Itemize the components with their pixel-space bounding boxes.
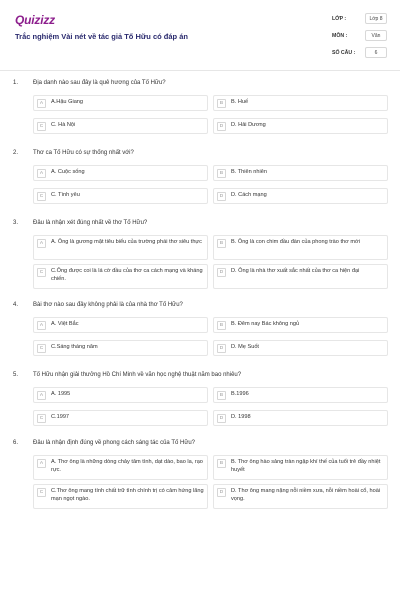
meta-grade	[332, 13, 388, 27]
option-letter: B	[217, 239, 226, 248]
option-text: A. Thơ ông là những dòng chảy tâm tình, dạt dào, bao la, rạo rực.	[51, 459, 203, 473]
option-letter: C	[37, 414, 46, 423]
option-c[interactable]	[33, 410, 208, 426]
question-number: 3.	[13, 220, 19, 226]
option-text: B. Thơ ông hào sảng tràn ngập khí thế của tuổi trẻ đầy nhiệt huyết	[231, 459, 381, 473]
meta-question-count-label: SỐ CÂU :	[332, 50, 356, 56]
option-text: A. Ông là gương mặt tiêu biểu của trường phái thơ siêu thực	[51, 239, 202, 245]
option-a[interactable]	[33, 387, 208, 403]
option-text: D. 1998	[231, 414, 251, 420]
option-b[interactable]	[213, 95, 388, 111]
option-d[interactable]	[213, 264, 388, 289]
question-number: 6.	[13, 440, 19, 446]
option-text: D. Hải Dương	[231, 122, 266, 128]
option-b[interactable]	[213, 165, 388, 181]
option-letter: D	[217, 268, 226, 277]
option-d[interactable]	[213, 484, 388, 509]
option-a[interactable]	[33, 235, 208, 260]
question-number: 2.	[13, 150, 19, 156]
option-letter: B	[217, 391, 226, 400]
meta-subject-label: MÔN :	[332, 33, 348, 39]
question-number: 5.	[13, 372, 19, 378]
question-text: Đâu là nhận xét đúng nhất về thơ Tố Hữu?	[33, 220, 148, 226]
option-letter: C	[37, 192, 46, 201]
option-letter: C	[37, 344, 46, 353]
option-text: D. Cách mạng	[231, 192, 267, 198]
question-number: 4.	[13, 302, 19, 308]
question-text: Tố Hữu nhận giải thưởng Hồ Chí Minh về văn học nghệ thuật năm bao nhiêu?	[33, 372, 242, 378]
option-d[interactable]	[213, 188, 388, 204]
option-text: D. Thơ ông mang nặng nỗi niềm xưa, nỗi niềm hoài cổ, hoài vọng.	[231, 488, 381, 502]
question-number: 1.	[13, 80, 19, 86]
option-letter: D	[217, 488, 226, 497]
worksheet-title: Trắc nghiệm Vài nét về tác giả Tố Hữu có đáp án	[15, 32, 188, 41]
option-text: D. Ông là nhà thơ xuất sắc nhất của thơ ca hiện đại	[231, 268, 360, 274]
option-text: A. 1995	[51, 391, 71, 397]
option-b[interactable]	[213, 455, 388, 480]
option-a[interactable]	[33, 317, 208, 333]
option-c[interactable]	[33, 188, 208, 204]
option-letter: A	[37, 321, 46, 330]
option-a[interactable]	[33, 455, 208, 480]
option-d[interactable]	[213, 410, 388, 426]
option-letter: B	[217, 99, 226, 108]
option-letter: D	[217, 344, 226, 353]
option-text: D. Mẹ Suốt	[231, 344, 259, 350]
option-text: C. Tình yêu	[51, 192, 80, 198]
option-letter: C	[37, 268, 46, 277]
option-c[interactable]	[33, 484, 208, 509]
option-c[interactable]	[33, 264, 208, 289]
question-text: Bài thơ nào sau đây không phải là của nhà thơ Tố Hữu?	[33, 302, 183, 308]
worksheet-meta	[332, 13, 388, 64]
option-letter: C	[37, 488, 46, 497]
meta-question-count	[332, 47, 388, 61]
option-letter: B	[217, 169, 226, 178]
option-letter: A	[37, 99, 46, 108]
option-b[interactable]	[213, 387, 388, 403]
option-letter: A	[37, 391, 46, 400]
question-text: Thơ ca Tố Hữu có sự thống nhất với?	[33, 150, 134, 156]
option-a[interactable]	[33, 95, 208, 111]
option-letter: A	[37, 239, 46, 248]
option-text: B. Thiên nhiên	[231, 169, 267, 175]
option-letter: C	[37, 122, 46, 131]
option-text: B. Ông là con chim đầu đàn của phong trào thơ mới	[231, 239, 360, 245]
option-text: B. Đêm nay Bác không ngủ	[231, 321, 300, 327]
option-text: C.1997	[51, 414, 70, 420]
question-text: Địa danh nào sau đây là quê hương của Tố Hữu?	[33, 80, 166, 86]
option-text: B.1996	[231, 391, 249, 397]
option-letter: A	[37, 169, 46, 178]
option-letter: B	[217, 321, 226, 330]
option-text: C.Ông được coi là lá cờ đầu của thơ ca cách mạng và kháng chiến.	[51, 268, 203, 282]
meta-grade-value: Lớp 8	[365, 13, 387, 24]
option-text: C. Hà Nội	[51, 122, 76, 128]
option-letter: A	[37, 459, 46, 468]
option-letter: D	[217, 122, 226, 131]
option-d[interactable]	[213, 118, 388, 134]
option-text: A. Cuộc sống	[51, 169, 85, 175]
option-c[interactable]	[33, 340, 208, 356]
option-b[interactable]	[213, 235, 388, 260]
option-c[interactable]	[33, 118, 208, 134]
option-b[interactable]	[213, 317, 388, 333]
option-letter: D	[217, 192, 226, 201]
option-a[interactable]	[33, 165, 208, 181]
option-text: C.Thơ ông mang tính chất trữ tình chính trị có cảm hứng lãng mạn ngọt ngào.	[51, 488, 204, 502]
meta-question-count-value: 6	[365, 47, 387, 58]
header-divider	[0, 70, 400, 71]
question-text: Đâu là nhận định đúng về phong cách sáng tác của Tố Hữu?	[33, 440, 196, 446]
meta-subject-value: Văn	[365, 30, 387, 41]
option-text: B. Huế	[231, 99, 249, 105]
meta-subject	[332, 30, 388, 44]
option-text: C.Sáng tháng năm	[51, 344, 98, 350]
option-d[interactable]	[213, 340, 388, 356]
option-text: A. Việt Bắc	[51, 321, 79, 327]
option-letter: B	[217, 459, 226, 468]
quizizz-logo: Quizizz	[15, 13, 55, 27]
meta-grade-label: LỚP :	[332, 16, 347, 22]
option-letter: D	[217, 414, 226, 423]
option-text: A.Hậu Giang	[51, 99, 84, 105]
